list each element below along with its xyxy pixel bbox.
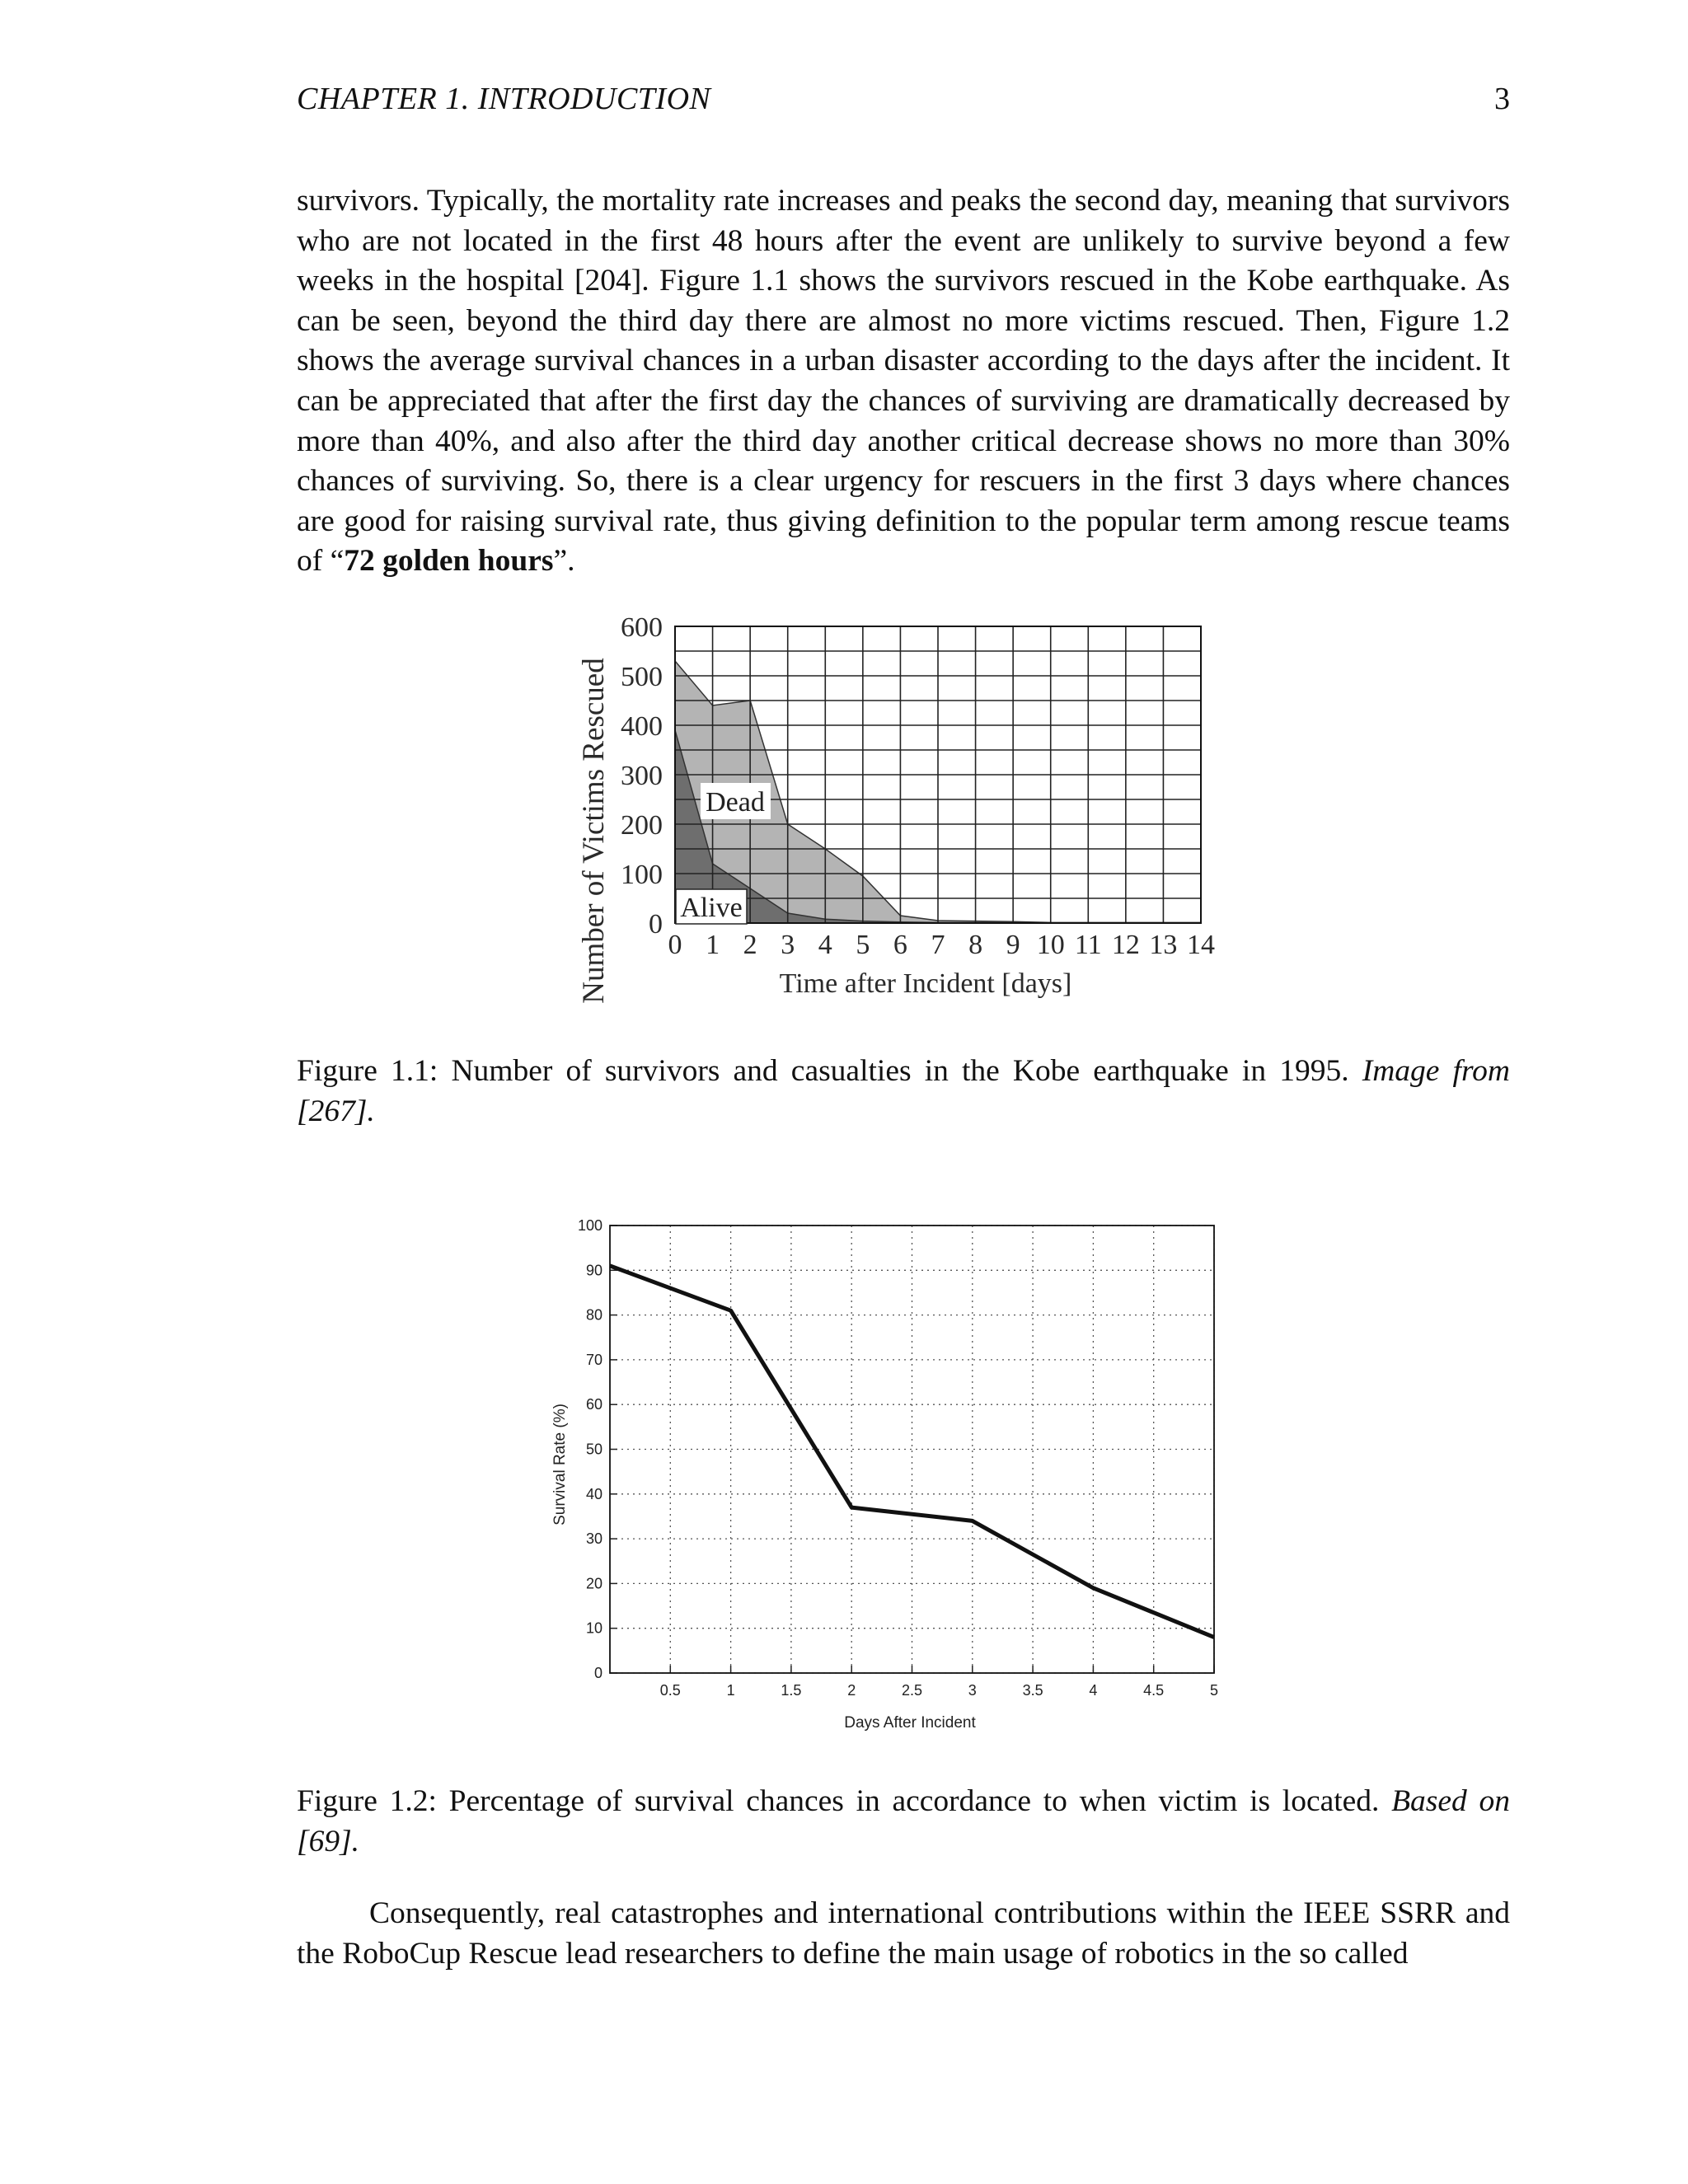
page-number: 3 bbox=[1494, 82, 1510, 116]
y-tick-label: 20 bbox=[585, 1575, 603, 1592]
x-axis-label: Time after Incident [days] bbox=[779, 968, 1072, 999]
y-axis-label: Number of Victims Rescued bbox=[577, 658, 611, 1004]
x-tick-label: 2.5 bbox=[901, 1682, 923, 1699]
figure-1-2-caption-text: Figure 1.2: Percentage of survival chances in accordance to when victim is located. bbox=[297, 1784, 1392, 1818]
x-tick-label: 1.5 bbox=[781, 1682, 802, 1699]
x-tick-label: 7 bbox=[931, 930, 945, 960]
x-tick-label: 0 bbox=[668, 930, 682, 960]
y-tick-label: 200 bbox=[621, 810, 663, 841]
y-tick-label: 100 bbox=[621, 860, 663, 890]
x-tick-label: 14 bbox=[1187, 930, 1215, 960]
x-tick-label: 3 bbox=[968, 1682, 977, 1699]
figure-1-1-area-chart bbox=[569, 610, 1245, 1014]
x-tick-label: 1 bbox=[726, 1682, 735, 1699]
x-tick-label: 5 bbox=[1209, 1682, 1219, 1699]
x-tick-label: 8 bbox=[968, 930, 983, 960]
y-tick-label: 90 bbox=[585, 1262, 603, 1279]
x-axis-label: Days After Incident bbox=[844, 1714, 976, 1732]
x-tick-label: 4 bbox=[818, 930, 832, 960]
x-tick-label: 5 bbox=[856, 930, 870, 960]
y-tick-label: 100 bbox=[577, 1217, 603, 1234]
figure-1-1-caption bbox=[297, 1052, 1510, 1132]
x-tick-label: 1 bbox=[706, 930, 720, 960]
y-tick-label: 0 bbox=[593, 1665, 603, 1681]
y-tick-label: 60 bbox=[585, 1396, 603, 1413]
x-tick-label: 4 bbox=[1089, 1682, 1098, 1699]
x-tick-label: 6 bbox=[893, 930, 907, 960]
y-tick-label: 500 bbox=[621, 662, 663, 692]
alive-label: Alive bbox=[680, 893, 743, 923]
x-tick-label: 0.5 bbox=[659, 1682, 681, 1699]
y-tick-label: 80 bbox=[585, 1306, 603, 1324]
x-tick-label: 2 bbox=[743, 930, 757, 960]
y-tick-label: 300 bbox=[621, 761, 663, 791]
x-tick-label: 2 bbox=[847, 1682, 856, 1699]
x-tick-label: 9 bbox=[1006, 930, 1020, 960]
y-tick-label: 30 bbox=[585, 1530, 603, 1548]
y-axis-label: Survival Rate (%) bbox=[551, 1404, 569, 1526]
dead-label: Dead bbox=[706, 787, 765, 818]
x-tick-label: 13 bbox=[1149, 930, 1178, 960]
paragraph-1-text: survivors. Typically, the mortality rate increases and peaks the second day, meaning that survivors who are not located in the first 48 hours after the event are unlikely to survive beyond a few weeks in the hospital [204]. Figure 1.1 shows the survivors rescued in the Kobe earthquake. As can be seen, beyond the third day there are almost no more victims rescued. Then, Figure 1.2 shows the average survival chances in a urban disaster according to the days after the incident. It can be appreciated that after the first day the chances of surviving are dramatically decreased by more than 40%, and also after the third day another critical decrease shows no more than 30% chances of surviving. So, there is a clear urgency for rescuers in the first 3 days where chances are good for raising survival rate, thus giving definition to the popular term among rescue teams of “ bbox=[297, 184, 1510, 579]
figure-1-1-caption-text: Figure 1.1: Number of survivors and casualties in the Kobe earthquake in 1995. bbox=[297, 1054, 1362, 1088]
paragraph-1-end: ”. bbox=[553, 544, 575, 579]
running-title: CHAPTER 1. INTRODUCTION bbox=[297, 82, 711, 116]
figure-1-2-caption-source: Based on [69]. bbox=[297, 1784, 1510, 1858]
x-tick-label: 11 bbox=[1074, 930, 1102, 960]
figure-1-2-line-chart bbox=[536, 1212, 1245, 1739]
y-tick-label: 50 bbox=[585, 1441, 603, 1458]
x-tick-label: 12 bbox=[1111, 930, 1140, 960]
figure-1-2-caption bbox=[297, 1782, 1510, 1862]
x-tick-label: 3.5 bbox=[1022, 1682, 1043, 1699]
x-tick-label: 4.5 bbox=[1143, 1682, 1165, 1699]
paragraph-1 bbox=[297, 181, 1510, 582]
y-tick-label: 0 bbox=[649, 909, 663, 940]
golden-hours-term: 72 golden hours bbox=[344, 544, 554, 579]
x-tick-label: 3 bbox=[781, 930, 795, 960]
y-tick-label: 40 bbox=[585, 1485, 603, 1502]
y-tick-label: 70 bbox=[585, 1351, 603, 1368]
figure-1-1-caption-source: Image from [267]. bbox=[297, 1054, 1510, 1128]
x-tick-label: 10 bbox=[1036, 930, 1065, 960]
paragraph-2: Consequently, real catastrophes and international contributions within the IEEE SSRR and the RoboCup Rescue lead researchers to define the main usage of robotics in the so called bbox=[297, 1896, 1510, 1971]
y-tick-label: 400 bbox=[621, 711, 663, 742]
y-tick-label: 10 bbox=[585, 1619, 603, 1637]
y-tick-label: 600 bbox=[621, 612, 663, 643]
